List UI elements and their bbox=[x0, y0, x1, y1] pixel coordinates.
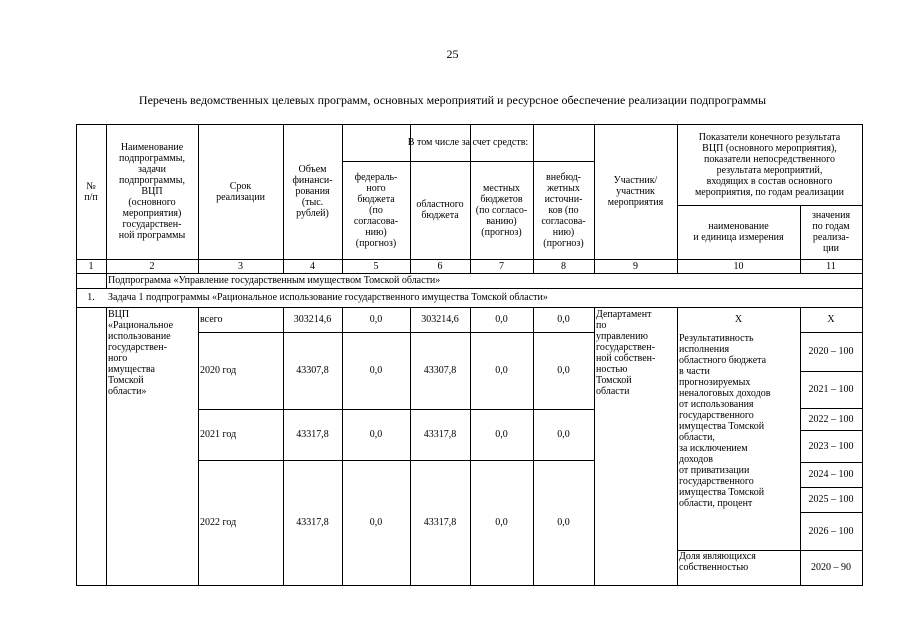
indicator-1-value: 2023 – 100 bbox=[808, 440, 854, 452]
grid-line bbox=[106, 124, 107, 288]
column-number: 1 bbox=[88, 260, 94, 272]
header-local: местных бюджетов (по согласо- ванию) (прогноз) bbox=[475, 182, 528, 238]
page-number: 25 bbox=[446, 47, 459, 61]
vcp-local-cell: 0,0 bbox=[495, 314, 508, 325]
vcp-regional-cell: 43307,8 bbox=[423, 365, 457, 376]
grid-line bbox=[283, 307, 284, 585]
grid-line bbox=[283, 124, 284, 273]
grid-line bbox=[106, 307, 107, 585]
column-number: 11 bbox=[826, 260, 836, 272]
header-indicator-values: значения по годам реализа- ции bbox=[811, 210, 851, 254]
header-name: Наименование подпрограммы, задачи подпрограммы, ВЦП (основного мероприятия) государствен- ной программы bbox=[118, 142, 186, 241]
vcp-extra-cell: 0,0 bbox=[557, 517, 570, 528]
grid-line bbox=[470, 161, 471, 273]
vcp-volume-cell: 303214,6 bbox=[293, 314, 332, 325]
subprogram-title: Подпрограмма «Управление государственным имуществом Томской области» bbox=[108, 275, 441, 286]
header-participant: Участник/ участник мероприятия bbox=[607, 175, 664, 208]
header-indicator-name: наименование и единица измерения bbox=[693, 221, 784, 243]
column-number: 3 bbox=[238, 260, 243, 272]
header-indicators-group: Показатели конечного результата ВЦП (основного мероприятия), показатели непосредственного результата мероприятий, входящих в состав основного мероприятия, по годам реализации bbox=[694, 131, 845, 198]
grid-line bbox=[594, 307, 595, 585]
task-number: 1. bbox=[87, 292, 95, 303]
vcp-local-cell: 0,0 bbox=[495, 365, 508, 376]
vcp-term-cell: 2020 год bbox=[200, 365, 237, 376]
grid-line bbox=[800, 205, 801, 273]
indicator-1-value: 2025 – 100 bbox=[808, 494, 854, 505]
column-number: 7 bbox=[499, 260, 504, 272]
header-num: № п/п bbox=[84, 180, 98, 203]
vcp-local-cell: 0,0 bbox=[495, 517, 508, 528]
header-term: Срок реализации bbox=[216, 180, 265, 203]
vcp-volume-cell: 43317,8 bbox=[296, 517, 329, 528]
vcp-term-cell: 2021 год bbox=[200, 429, 237, 440]
indicator-x-name: Х bbox=[734, 314, 743, 325]
grid-line bbox=[862, 124, 863, 586]
task-title: Задача 1 подпрограммы «Рациональное использование государственного имущества Томской области» bbox=[108, 292, 548, 303]
indicator-1-value: 2026 – 100 bbox=[808, 525, 854, 537]
vcp-volume-cell: 43307,8 bbox=[296, 365, 329, 376]
indicator-1-value: 2021 – 100 bbox=[808, 384, 854, 395]
vcp-extra-cell: 0,0 bbox=[557, 429, 570, 440]
vcp-extra-cell: 0,0 bbox=[557, 365, 570, 376]
indicator-2-value: 2020 – 90 bbox=[811, 562, 851, 573]
vcp-extra-cell: 0,0 bbox=[557, 314, 570, 325]
vcp-federal-cell: 0,0 bbox=[369, 314, 383, 325]
grid-line bbox=[76, 124, 77, 586]
grid-line bbox=[533, 161, 534, 273]
vcp-local-cell: 0,0 bbox=[495, 429, 508, 440]
vcp-regional-cell: 303214,6 bbox=[421, 314, 459, 325]
vcp-participant: Департамент по управлению государствен- ной собствен- ностью Томской области bbox=[596, 309, 656, 397]
vcp-federal-cell: 0,0 bbox=[369, 517, 383, 528]
vcp-term-cell: 2022 год bbox=[200, 517, 237, 528]
grid-line bbox=[594, 161, 595, 273]
header-regional: областного бюджета bbox=[416, 199, 464, 221]
header-extra: внебюд- жетных источни- ков (по согласова- нию) (прогноз) bbox=[541, 171, 586, 249]
indicator-2-name: Доля являющихся собственностью bbox=[679, 551, 756, 573]
column-number: 4 bbox=[310, 260, 315, 272]
vcp-regional-cell: 43317,8 bbox=[423, 429, 457, 440]
column-number: 10 bbox=[733, 260, 744, 272]
indicator-1-value: 2022 – 100 bbox=[808, 413, 854, 425]
grid-line bbox=[533, 307, 534, 585]
vcp-name: ВЦП «Рациональное использование государствен- ного имущества Томской области» bbox=[108, 309, 174, 397]
grid-line bbox=[800, 307, 801, 585]
vcp-term-cell: всего bbox=[200, 314, 223, 325]
document-title: Перечень ведомственных целевых программ, основных мероприятий и ресурсное обеспечение реализации подпрограммы bbox=[138, 93, 767, 107]
indicator-1-value: 2020 – 100 bbox=[808, 346, 854, 357]
grid-line bbox=[342, 307, 343, 585]
column-number: 5 bbox=[373, 260, 379, 272]
indicator-x-value: Х bbox=[827, 314, 835, 325]
grid-line bbox=[677, 307, 678, 585]
vcp-federal-cell: 0,0 bbox=[369, 365, 383, 376]
grid-line bbox=[470, 307, 471, 585]
header-sources-group: В том числе за счет средств: bbox=[407, 137, 529, 148]
grid-line bbox=[677, 124, 678, 273]
grid-line bbox=[198, 124, 199, 273]
grid-line bbox=[342, 124, 343, 273]
indicator-1-value: 2024 – 100 bbox=[808, 469, 854, 480]
grid-line bbox=[410, 161, 411, 273]
column-number: 9 bbox=[633, 260, 638, 272]
indicator-1-name: Результативность исполнения областного бюджета в части прогнозируемых неналоговых доходов от использования государственного имущества Томской области, за исключением доходов от приватизации государственного имущества Томской области, процент bbox=[679, 333, 771, 509]
grid-line bbox=[198, 307, 199, 585]
grid-line bbox=[76, 585, 863, 586]
column-number: 8 bbox=[561, 260, 566, 272]
column-number: 2 bbox=[149, 260, 155, 272]
grid-line bbox=[410, 307, 411, 585]
vcp-federal-cell: 0,0 bbox=[369, 429, 383, 440]
header-volume: Объем финанси- рования (тыс. рублей) bbox=[292, 164, 333, 219]
header-federal: федераль- ного бюджета (по согласова- нию) (прогноз) bbox=[353, 171, 399, 249]
vcp-regional-cell: 43317,8 bbox=[423, 517, 457, 528]
column-number: 6 bbox=[437, 260, 443, 272]
vcp-volume-cell: 43317,8 bbox=[296, 429, 329, 440]
